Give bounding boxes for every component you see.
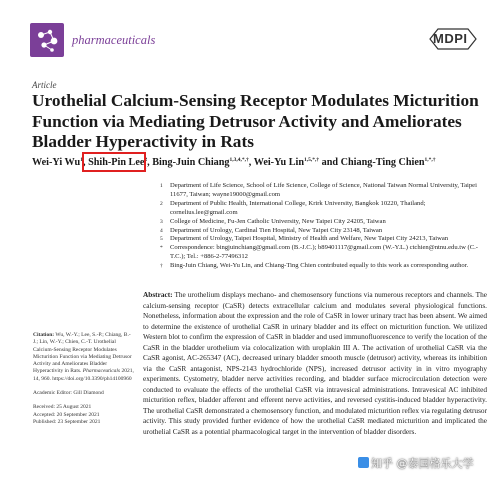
author-name-highlighted[interactable]: Shih-Pin Lee: [88, 157, 145, 168]
affiliation-item: [160, 200, 480, 218]
watermark-text: 知乎 @泰国格乐大学: [371, 457, 474, 470]
published-date: Published: 23 September 2021: [33, 418, 101, 425]
author-affiliation-mark: 2: [144, 157, 148, 163]
accepted-date: Accepted: 20 September 2021: [33, 411, 100, 418]
author-separator: and: [319, 157, 341, 168]
article-sidebar: [33, 332, 135, 426]
zhihu-icon: [358, 457, 369, 468]
author-affiliation-mark: 1,5,*,†: [304, 157, 320, 163]
affiliation-text: Bing-Juin Chiang, Wei-Yu Lin, and Chiang-Ting Chien contributed equally to this work as corresponding author.: [170, 262, 469, 270]
affiliation-text: Correspondence: bingjuinchiang@gmail.com (B.-J.C.); b89401117@gmail.com (W.-Y.L.) ctchien@ntnu.edu.tw (C.-T.C.); Tel.: +886-2-77496312: [170, 244, 478, 261]
affiliation-mark: 2: [160, 200, 163, 207]
affiliation-item: [160, 227, 480, 236]
author-affiliation-mark: 1,3,4,*,†: [229, 157, 249, 163]
abstract-text: The urothelium displays mechano- and chemosensory functions via numerous receptors and channels. The calcium-sensing receptor (CaSR) detects extracellular calcium and modulates several physiological functions. Nonetheless, information about the expression and the role of CaSR in lower urinary tract has been absent. We aimed to determine the existence of urothelial CaSR in urinary bladder and its effect on micturition function. We utilized Western blot to confirm the expression of CaSR in bladder and used immunofluorescence to verify the location of the CaSR in the bladder urothelium via colocalization with uroplakin III A. The activation of urothelial CaSR via the CaSR agonist, AC-265347 (AC), decreased urinary bladder smooth muscle (detrusor) activity, whereas its inhibition via the CaSR antagonist, NPS-2143 hydrochloride (NPS), increased detrusor activity in in vitro myography experiments. Cystometry, bladder nerve activities recording, and bladder surface microcirculation detection were conducted to evaluate the effects of the urothelial CaSR via intravesical administrations. Intravesical AC inhibited micturition reflex, bladder afferent and efferent nerve activities, and reversed cystitis-induced bladder hyperactivity. The urothelial CaSR demonstrated a chemosensory function, and modulated micturition reflex via regulating detrusor activity. This study provided further evidence of how the urothelial CaSR mediated micturition and implicated the urothelial CaSR as a potential pharmacological target in the intervention of bladder disorders.: [143, 290, 487, 436]
author-name[interactable]: Wei-Yi Wu: [32, 157, 81, 168]
affiliation-item: [160, 182, 480, 200]
pharmaceuticals-logo-icon: [30, 23, 64, 57]
zhihu-watermark: [358, 455, 474, 471]
abstract: [143, 290, 487, 437]
affiliation-mark: 5: [160, 236, 163, 243]
article-type: Article: [32, 80, 57, 90]
affiliation-mark: *: [160, 245, 163, 252]
citation-block: [33, 332, 135, 383]
citation-label: Citation:: [33, 332, 55, 338]
affiliation-mark: 4: [160, 227, 163, 234]
affiliation-mark: 3: [160, 218, 163, 225]
affiliation-list: [160, 182, 480, 271]
author-name[interactable]: Bing-Juin Chiang: [152, 157, 230, 168]
affiliation-mark: †: [160, 263, 163, 270]
citation-text: Wu, W.-Y.; Lee, S.-P.; Chiang, B.-J.; Lin, W.-Y.; Chien, C.-T. Urothelial Calcium-Sensing Receptor Modulates Micturition Function via Mediating Detrusor Activity and Ameliorates Bladder Hyperactivity in Rats.: [33, 332, 132, 375]
affiliation-text: Department of Life Science, School of Life Science, College of Science, National Taiwan Normal University, Taipei 11677, Taiwan; wayne19000@gmail.com: [170, 182, 477, 198]
received-date: Received: 25 August 2021: [33, 404, 92, 411]
affiliation-text: College of Medicine, Fu-Jen Catholic University, New Taipei City 24205, Taiwan: [170, 217, 386, 225]
affiliation-text: Department of Urology, Taipei Hospital, Ministry of Health and Welfare, New Taipei City 24213, Taiwan: [170, 235, 449, 243]
affiliation-mark: 1: [160, 183, 163, 189]
author-affiliation-mark: 1: [80, 157, 83, 163]
correspondence-item: [160, 244, 480, 262]
affiliation-item: [160, 235, 480, 244]
abstract-label: Abstract:: [143, 290, 173, 299]
citation-journal: Pharmaceuticals: [82, 368, 121, 375]
author-affiliation-mark: 1,*,†: [424, 157, 436, 163]
paper-title: Urothelial Calcium-Sensing Receptor Modulates Micturition Function via Mediating Detrusor Activity and Ameliorates Bladder Hyperactivity in Rats: [32, 91, 479, 151]
journal-name: pharmaceuticals: [72, 33, 156, 47]
author-separator: ,: [82, 157, 89, 168]
mdpi-logo-text: MDPI: [433, 31, 468, 46]
equal-contribution-note: [160, 262, 480, 271]
author-separator: ,: [147, 157, 153, 168]
author-name[interactable]: Wei-Yu Lin: [253, 157, 304, 168]
affiliation-item: [160, 218, 480, 227]
affiliation-text: Department of Urology, Cardinal Tien Hospital, New Taipei City 23148, Taiwan: [170, 226, 383, 234]
academic-editor: Academic Editor: Gill Diamond: [33, 390, 104, 397]
citation-doi-link[interactable]: 2021, 14, 960. https://doi.org/10.3390/ph14100960: [33, 368, 134, 382]
journal-header: [0, 0, 500, 70]
affiliation-text: Department of Public Health, International College, Krirk University, Bangkok 10220, Thailand; cornelius.lee@gmail.com: [170, 199, 426, 216]
author-name[interactable]: Chiang-Ting Chien: [340, 157, 425, 168]
author-separator: ,: [248, 157, 254, 168]
author-highlight-box: [82, 152, 146, 172]
mdpi-logo: [428, 27, 478, 51]
